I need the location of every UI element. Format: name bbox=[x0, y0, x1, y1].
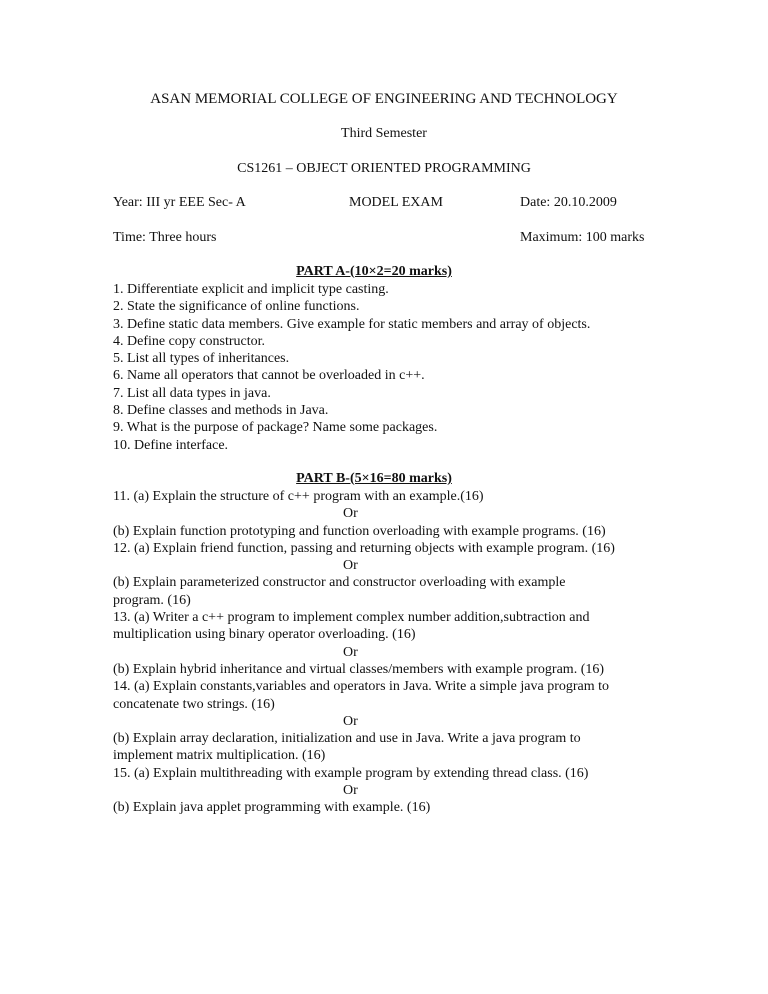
exam-type: MODEL EXAM bbox=[349, 195, 443, 210]
list-item: (b) Explain java applet programming with example. (16) bbox=[113, 800, 431, 816]
list-item: (b) Explain hybrid inheritance and virtual classes/members with example program. (16) bbox=[113, 661, 605, 677]
list-item: program. (16) bbox=[113, 592, 191, 608]
list-item: concatenate two strings. (16) bbox=[113, 696, 275, 712]
exam-duration: Time: Three hours bbox=[113, 230, 217, 245]
list-item: 9. What is the purpose of package? Name some packages. bbox=[113, 420, 438, 436]
list-item: 11. (a) Explain the structure of c++ program with an example.(16) bbox=[113, 489, 484, 504]
list-item: 6. Name all operators that cannot be overloaded in c++. bbox=[113, 368, 425, 384]
or-separator: Or bbox=[343, 713, 358, 729]
list-item: 3. Define static data members. Give example for static members and array of objects. bbox=[113, 316, 591, 332]
list-item: 10. Define interface. bbox=[113, 437, 229, 453]
exam-time-row bbox=[113, 229, 673, 247]
list-item: 13. (a) Writer a c++ program to implement complex number addition,subtraction and bbox=[113, 610, 590, 626]
list-item: 14. (a) Explain constants,variables and operators in Java. Write a simple java program to bbox=[113, 679, 610, 695]
or-separator: Or bbox=[343, 558, 358, 574]
college-name: ASAN MEMORIAL COLLEGE OF ENGINEERING AND TECHNOLOGY bbox=[150, 91, 618, 107]
max-marks: Maximum: 100 marks bbox=[520, 230, 645, 245]
part-a-heading: PART A-(10×2=20 marks) bbox=[296, 264, 452, 279]
or-separator: Or bbox=[343, 644, 358, 660]
list-item: 5. List all types of inheritances. bbox=[113, 351, 290, 367]
list-item: 12. (a) Explain friend function, passing and returning objects with example program. (16) bbox=[113, 540, 615, 556]
year-section: Year: III yr EEE Sec- A bbox=[113, 195, 246, 210]
list-item: 1. Differentiate explicit and implicit type casting. bbox=[113, 282, 389, 297]
part-b-question-list bbox=[113, 488, 658, 817]
list-item: 2. State the significance of online functions. bbox=[113, 299, 360, 315]
part-b-heading: PART B-(5×16=80 marks) bbox=[296, 471, 452, 486]
list-item: 15. (a) Explain multithreading with example program by extending thread class. (16) bbox=[113, 765, 589, 781]
list-item: (b) Explain parameterized constructor and constructor overloading with example bbox=[113, 575, 566, 591]
exam-info-row bbox=[113, 194, 673, 212]
or-separator: Or bbox=[343, 506, 358, 522]
course-title: CS1261 – OBJECT ORIENTED PROGRAMMING bbox=[237, 161, 531, 176]
list-item: 8. Define classes and methods in Java. bbox=[113, 403, 329, 419]
or-separator: Or bbox=[343, 783, 358, 799]
list-item: (b) Explain array declaration, initialization and use in Java. Write a java program to bbox=[113, 731, 581, 747]
semester-label: Third Semester bbox=[341, 126, 427, 141]
list-item: implement matrix multiplication. (16) bbox=[113, 748, 326, 764]
list-item: multiplication using binary operator overloading. (16) bbox=[113, 627, 416, 643]
exam-date: Date: 20.10.2009 bbox=[520, 195, 617, 210]
list-item: 4. Define copy constructor. bbox=[113, 333, 266, 349]
part-a-question-list bbox=[113, 281, 658, 454]
list-item: (b) Explain function prototyping and function overloading with example programs. (16) bbox=[113, 523, 606, 539]
list-item: 7. List all data types in java. bbox=[113, 385, 271, 401]
